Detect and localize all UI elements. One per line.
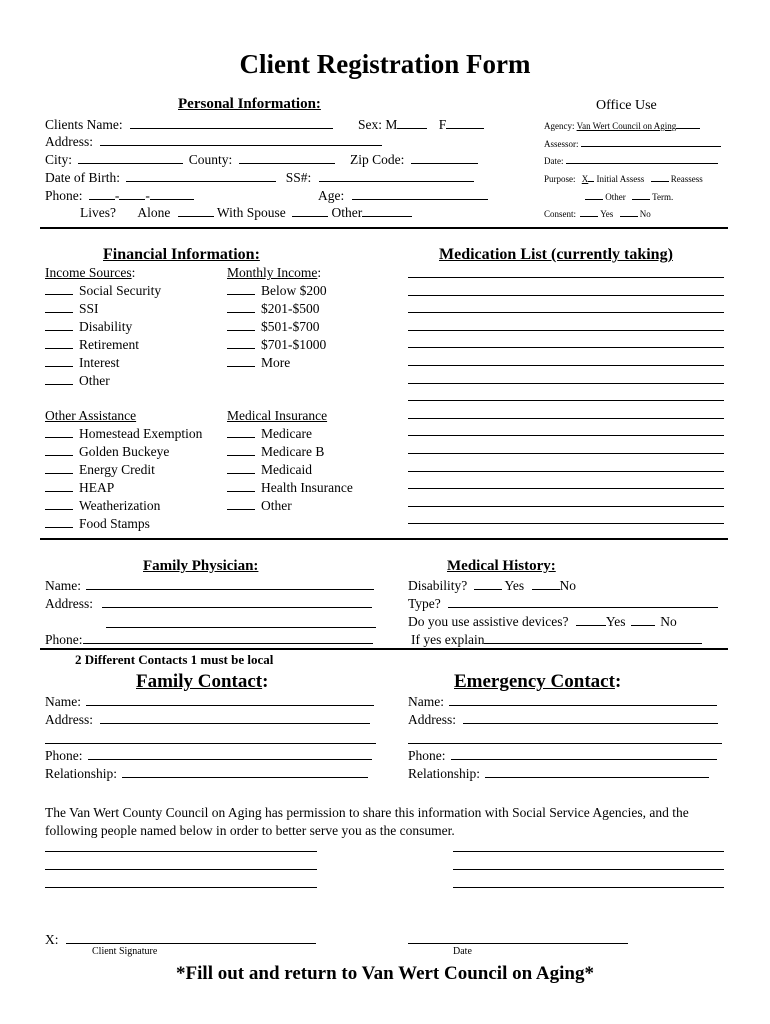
permission-name-line[interactable]	[453, 851, 724, 852]
medical-insurance-checkbox-blank[interactable]	[227, 443, 255, 456]
ss-label: SS#:	[285, 170, 312, 185]
income-source-checkbox-blank[interactable]	[45, 282, 73, 295]
office-date-field[interactable]	[566, 155, 718, 164]
office-agency-row	[544, 120, 700, 132]
zip-label: Zip Code:	[350, 152, 405, 167]
monthly-income-checkbox-blank[interactable]	[227, 354, 255, 367]
medical-insurance-label: Other	[261, 498, 292, 513]
other-assistance-label: Energy Credit	[79, 462, 155, 477]
emergency-address-label: Address:	[408, 712, 456, 727]
other-assistance-label: HEAP	[79, 480, 115, 495]
physician-phone-label: Phone:	[45, 632, 83, 647]
emergency-address-line-2[interactable]	[408, 743, 722, 744]
personal-heading: Personal Information:	[178, 96, 321, 112]
monthly-income-checkbox-blank[interactable]	[227, 336, 255, 349]
divider-2	[40, 538, 728, 540]
lives-alone-field[interactable]	[178, 204, 214, 217]
medication-line[interactable]	[408, 506, 724, 507]
family-name-field[interactable]	[86, 693, 374, 706]
income-source-checkbox-blank[interactable]	[45, 336, 73, 349]
monthly-income-item	[227, 282, 327, 299]
income-source-checkbox-blank[interactable]	[45, 300, 73, 313]
phone-separator: -	[114, 188, 120, 203]
office-agency-field[interactable]	[676, 120, 700, 129]
age-row	[318, 187, 488, 204]
office-consent-row	[544, 208, 651, 220]
permission-name-line[interactable]	[45, 887, 317, 888]
monthly-income-item	[227, 300, 320, 317]
office-assessor-field[interactable]	[581, 138, 721, 147]
medication-line[interactable]	[408, 418, 724, 419]
client-signature-caption: Client Signature	[92, 946, 158, 957]
other-assistance-item	[45, 443, 169, 460]
financial-heading: Financial Information:	[103, 246, 260, 263]
other-assistance-checkbox-blank[interactable]	[45, 425, 73, 438]
physician-name-label: Name:	[45, 578, 81, 593]
clients-name-row	[45, 116, 333, 133]
address-label: Address:	[45, 134, 93, 149]
history-type-row	[408, 595, 718, 612]
medication-line[interactable]	[408, 400, 724, 401]
physician-address-field[interactable]	[102, 595, 372, 608]
office-reassess-field[interactable]	[651, 173, 669, 182]
footer-instruction: *Fill out and return to Van Wert Council on Aging*	[176, 963, 594, 984]
history-type-field[interactable]	[448, 595, 718, 608]
office-date-label: Date:	[544, 156, 564, 166]
monthly-heading	[227, 264, 321, 281]
city-row	[45, 151, 478, 168]
physician-name-row	[45, 577, 374, 594]
other-assistance-item	[45, 461, 155, 478]
history-explain-label: If yes explain	[411, 632, 485, 647]
ss-field[interactable]	[319, 169, 474, 182]
income-source-checkbox-blank[interactable]	[45, 318, 73, 331]
sex-female-label: F	[438, 117, 447, 132]
other-assistance-label: Homestead Exemption	[79, 426, 203, 441]
family-name-row	[45, 693, 374, 710]
family-address-line-2[interactable]	[45, 743, 376, 744]
monthly-income-label: $501-$700	[261, 319, 320, 334]
medical-insurance-item	[227, 479, 353, 496]
office-consent-yes-field[interactable]	[580, 208, 598, 217]
emergency-name-label: Name:	[408, 694, 444, 709]
medical-insurance-checkbox-blank[interactable]	[227, 479, 255, 492]
medication-line[interactable]	[408, 295, 724, 296]
emergency-address-row	[408, 711, 718, 728]
lives-other-label: Other	[331, 205, 363, 220]
lives-spouse-field[interactable]	[292, 204, 328, 217]
physician-phone-row	[45, 631, 373, 648]
office-assessor-label: Assessor:	[544, 139, 579, 149]
history-disability-yes-field[interactable]	[474, 577, 502, 590]
office-consent-label: Consent:	[544, 209, 577, 219]
office-other-row	[585, 191, 673, 203]
dob-field[interactable]	[126, 169, 276, 182]
history-type-label: Type?	[408, 596, 441, 611]
lives-label: Lives?	[80, 205, 116, 220]
signature-x-label: X:	[45, 932, 59, 947]
history-disability-row	[408, 577, 576, 594]
office-purpose-label: Purpose:	[544, 174, 576, 184]
income-source-label: Interest	[79, 355, 120, 370]
lives-row	[80, 204, 412, 221]
office-term-field[interactable]	[632, 191, 650, 200]
history-assistive-no-label: No	[660, 614, 677, 629]
other-assistance-checkbox-blank[interactable]	[45, 515, 73, 528]
income-heading	[45, 264, 135, 281]
income-source-label: Disability	[79, 319, 133, 334]
assistance-heading: Other Assistance	[45, 408, 137, 423]
medication-line[interactable]	[408, 471, 724, 472]
sex-female-field[interactable]	[446, 116, 484, 129]
lives-alone-label: Alone	[137, 205, 171, 220]
divider-1	[40, 227, 728, 229]
monthly-income-checkbox-blank[interactable]	[227, 318, 255, 331]
monthly-income-item	[227, 318, 320, 335]
insurance-heading: Medical Insurance	[227, 408, 328, 423]
monthly-income-item	[227, 354, 290, 371]
family-name-label: Name:	[45, 694, 81, 709]
other-assistance-item	[45, 425, 202, 442]
emergency-phone-field[interactable]	[451, 747, 717, 760]
family-phone-field[interactable]	[88, 747, 372, 760]
other-assistance-label: Golden Buckeye	[79, 444, 170, 459]
history-disability-no-label: No	[559, 578, 577, 593]
city-field[interactable]	[78, 151, 183, 164]
family-contact-heading-colon: :	[262, 671, 269, 692]
family-contact-heading-label: Family Contact	[136, 671, 263, 692]
phone-separator-2: -	[145, 188, 150, 203]
physician-name-field[interactable]	[86, 577, 374, 590]
divider-3	[40, 648, 728, 650]
monthly-income-checkbox-blank[interactable]	[227, 300, 255, 313]
age-field[interactable]	[352, 187, 488, 200]
income-source-label: Other	[79, 373, 110, 388]
medication-heading: Medication List (currently taking)	[439, 246, 673, 263]
income-source-label: SSI	[79, 301, 99, 316]
monthly-income-label: $201-$500	[261, 301, 320, 316]
other-assistance-label: Weatherization	[79, 498, 161, 513]
other-assistance-label: Food Stamps	[79, 516, 150, 531]
medical-insurance-label: Health Insurance	[261, 480, 353, 495]
emergency-phone-row	[408, 747, 717, 764]
emergency-contact-heading-label: Emergency Contact	[454, 671, 615, 692]
lives-other-field[interactable]	[362, 204, 412, 217]
medical-insurance-item	[227, 461, 312, 478]
medical-insurance-checkbox-blank[interactable]	[227, 461, 255, 474]
office-purpose-mark[interactable]: X	[581, 174, 589, 184]
history-heading: Medical History:	[447, 558, 556, 574]
emergency-address-field[interactable]	[463, 711, 718, 724]
physician-phone-field[interactable]	[83, 631, 373, 644]
income-heading-colon: :	[131, 265, 136, 280]
history-assistive-row	[408, 613, 677, 630]
income-source-item	[45, 372, 110, 389]
family-address-label: Address:	[45, 712, 93, 727]
history-assistive-label: Do you use assistive devices?	[408, 614, 569, 629]
medication-line[interactable]	[408, 330, 724, 331]
medical-insurance-label: Medicare B	[261, 444, 325, 459]
zip-field[interactable]	[411, 151, 478, 164]
income-source-checkbox-blank[interactable]	[45, 372, 73, 385]
other-assistance-checkbox-blank[interactable]	[45, 479, 73, 492]
history-assistive-yes-label: Yes	[605, 614, 626, 629]
medical-insurance-item	[227, 425, 312, 442]
phone-row	[45, 187, 194, 204]
medical-insurance-label: Medicaid	[261, 462, 312, 477]
monthly-income-label: Below $200	[261, 283, 327, 298]
city-label: City:	[45, 152, 73, 167]
address-field[interactable]	[100, 133, 382, 146]
date-field[interactable]	[408, 943, 628, 944]
office-consent-no-field[interactable]	[620, 208, 638, 217]
age-label: Age:	[318, 188, 345, 203]
other-assistance-item	[45, 497, 160, 514]
history-disability-label: Disability?	[408, 578, 468, 593]
sex-row	[358, 116, 484, 133]
permission-name-line[interactable]	[453, 887, 724, 888]
address-row	[45, 133, 382, 150]
income-source-item	[45, 336, 139, 353]
emergency-name-row	[408, 693, 717, 710]
office-consent-yes-label: Yes	[600, 209, 614, 219]
family-relationship-field[interactable]	[122, 765, 368, 778]
office-purpose-row	[544, 173, 703, 185]
history-explain-field[interactable]	[484, 631, 702, 644]
medication-line[interactable]	[408, 365, 724, 366]
income-source-item	[45, 300, 99, 317]
medical-insurance-item	[227, 497, 292, 514]
medical-insurance-checkbox-blank[interactable]	[227, 497, 255, 510]
monthly-heading-label: Monthly Income	[227, 265, 318, 280]
history-disability-yes-label: Yes	[504, 578, 525, 593]
income-source-label: Social Security	[79, 283, 162, 298]
medication-line[interactable]	[408, 523, 724, 524]
medical-insurance-label: Medicare	[261, 426, 312, 441]
other-assistance-item	[45, 479, 114, 496]
physician-address-line-2[interactable]	[106, 627, 376, 628]
phone-label: Phone:	[45, 188, 83, 203]
income-source-item	[45, 318, 132, 335]
family-phone-row	[45, 747, 372, 764]
phone-area-field[interactable]	[89, 187, 115, 200]
family-relationship-row	[45, 765, 368, 782]
income-source-label: Retirement	[79, 337, 139, 352]
medication-line[interactable]	[408, 277, 724, 278]
medication-line[interactable]	[408, 488, 724, 489]
signature-row	[45, 931, 316, 948]
income-source-item	[45, 282, 161, 299]
page-title: Client Registration Form	[239, 49, 531, 79]
medication-line[interactable]	[408, 383, 724, 384]
family-address-field[interactable]	[100, 711, 370, 724]
emergency-contact-heading	[454, 671, 621, 693]
clients-name-label: Clients Name:	[45, 117, 123, 132]
client-signature-field[interactable]	[66, 931, 316, 944]
office-agency-label: Agency:	[544, 121, 575, 131]
county-field[interactable]	[239, 151, 335, 164]
medication-line[interactable]	[408, 347, 724, 348]
office-use-heading: Office Use	[596, 98, 657, 113]
medication-line[interactable]	[408, 453, 724, 454]
monthly-income-label: $701-$1000	[261, 337, 327, 352]
office-other-label: Other	[605, 192, 626, 202]
history-assistive-yes-field[interactable]	[576, 613, 606, 626]
other-assistance-checkbox-blank[interactable]	[45, 497, 73, 510]
family-relationship-label: Relationship:	[45, 766, 117, 781]
clients-name-field[interactable]	[130, 116, 333, 129]
permission-name-line[interactable]	[453, 869, 724, 870]
office-agency-value: Van Wert Council on Aging	[576, 121, 677, 131]
emergency-phone-label: Phone:	[408, 748, 446, 763]
office-reassess-label: Reassess	[670, 174, 703, 184]
history-explain-row	[411, 631, 702, 648]
county-label: County:	[188, 152, 233, 167]
physician-address-label: Address:	[45, 596, 93, 611]
monthly-heading-colon: :	[317, 265, 322, 280]
contacts-note: 2 Different Contacts 1 must be local	[75, 652, 274, 667]
emergency-relationship-row	[408, 765, 709, 782]
office-assessor-row	[544, 138, 721, 150]
emergency-name-field[interactable]	[449, 693, 717, 706]
history-assistive-no-field[interactable]	[631, 613, 655, 626]
office-other-field[interactable]	[585, 191, 603, 200]
family-address-row	[45, 711, 370, 728]
dob-row	[45, 169, 474, 186]
permission-name-line[interactable]	[45, 851, 317, 852]
income-source-checkbox-blank[interactable]	[45, 354, 73, 367]
emergency-contact-heading-colon: :	[614, 671, 622, 692]
physician-address-row	[45, 595, 372, 612]
other-assistance-item	[45, 515, 150, 532]
phone-prefix-field[interactable]	[119, 187, 145, 200]
permission-name-line[interactable]	[45, 869, 317, 870]
medication-line[interactable]	[408, 435, 724, 436]
income-source-item	[45, 354, 119, 371]
family-contact-heading	[136, 671, 268, 693]
other-assistance-checkbox-blank[interactable]	[45, 461, 73, 474]
history-disability-no-field[interactable]	[532, 577, 560, 590]
office-consent-no-label: No	[639, 209, 651, 219]
sex-male-field[interactable]	[397, 116, 427, 129]
lives-spouse-label: With Spouse	[216, 205, 286, 220]
monthly-income-item	[227, 336, 326, 353]
sex-label: Sex: M	[358, 117, 398, 132]
emergency-relationship-label: Relationship:	[408, 766, 480, 781]
office-date-row	[544, 155, 718, 167]
monthly-income-label: More	[261, 355, 291, 370]
medical-insurance-item	[227, 443, 324, 460]
medication-line[interactable]	[408, 312, 724, 313]
other-assistance-checkbox-blank[interactable]	[45, 443, 73, 456]
date-caption: Date	[453, 946, 472, 957]
office-initial-field[interactable]	[588, 173, 594, 182]
phone-line-field[interactable]	[150, 187, 194, 200]
family-phone-label: Phone:	[45, 748, 83, 763]
dob-label: Date of Birth:	[45, 170, 120, 185]
office-initial-label: Initial Assess	[596, 174, 645, 184]
emergency-relationship-field[interactable]	[485, 765, 709, 778]
office-term-label: Term.	[652, 192, 674, 202]
physician-heading: Family Physician:	[143, 558, 259, 574]
income-heading-label: Income Sources	[45, 265, 132, 280]
monthly-income-checkbox-blank[interactable]	[227, 282, 255, 295]
permission-text: The Van Wert County Council on Aging has permission to share this information with Social Service Agencies, and the following people named below in order to better serve you as the consumer.	[45, 805, 689, 838]
medical-insurance-checkbox-blank[interactable]	[227, 425, 255, 438]
